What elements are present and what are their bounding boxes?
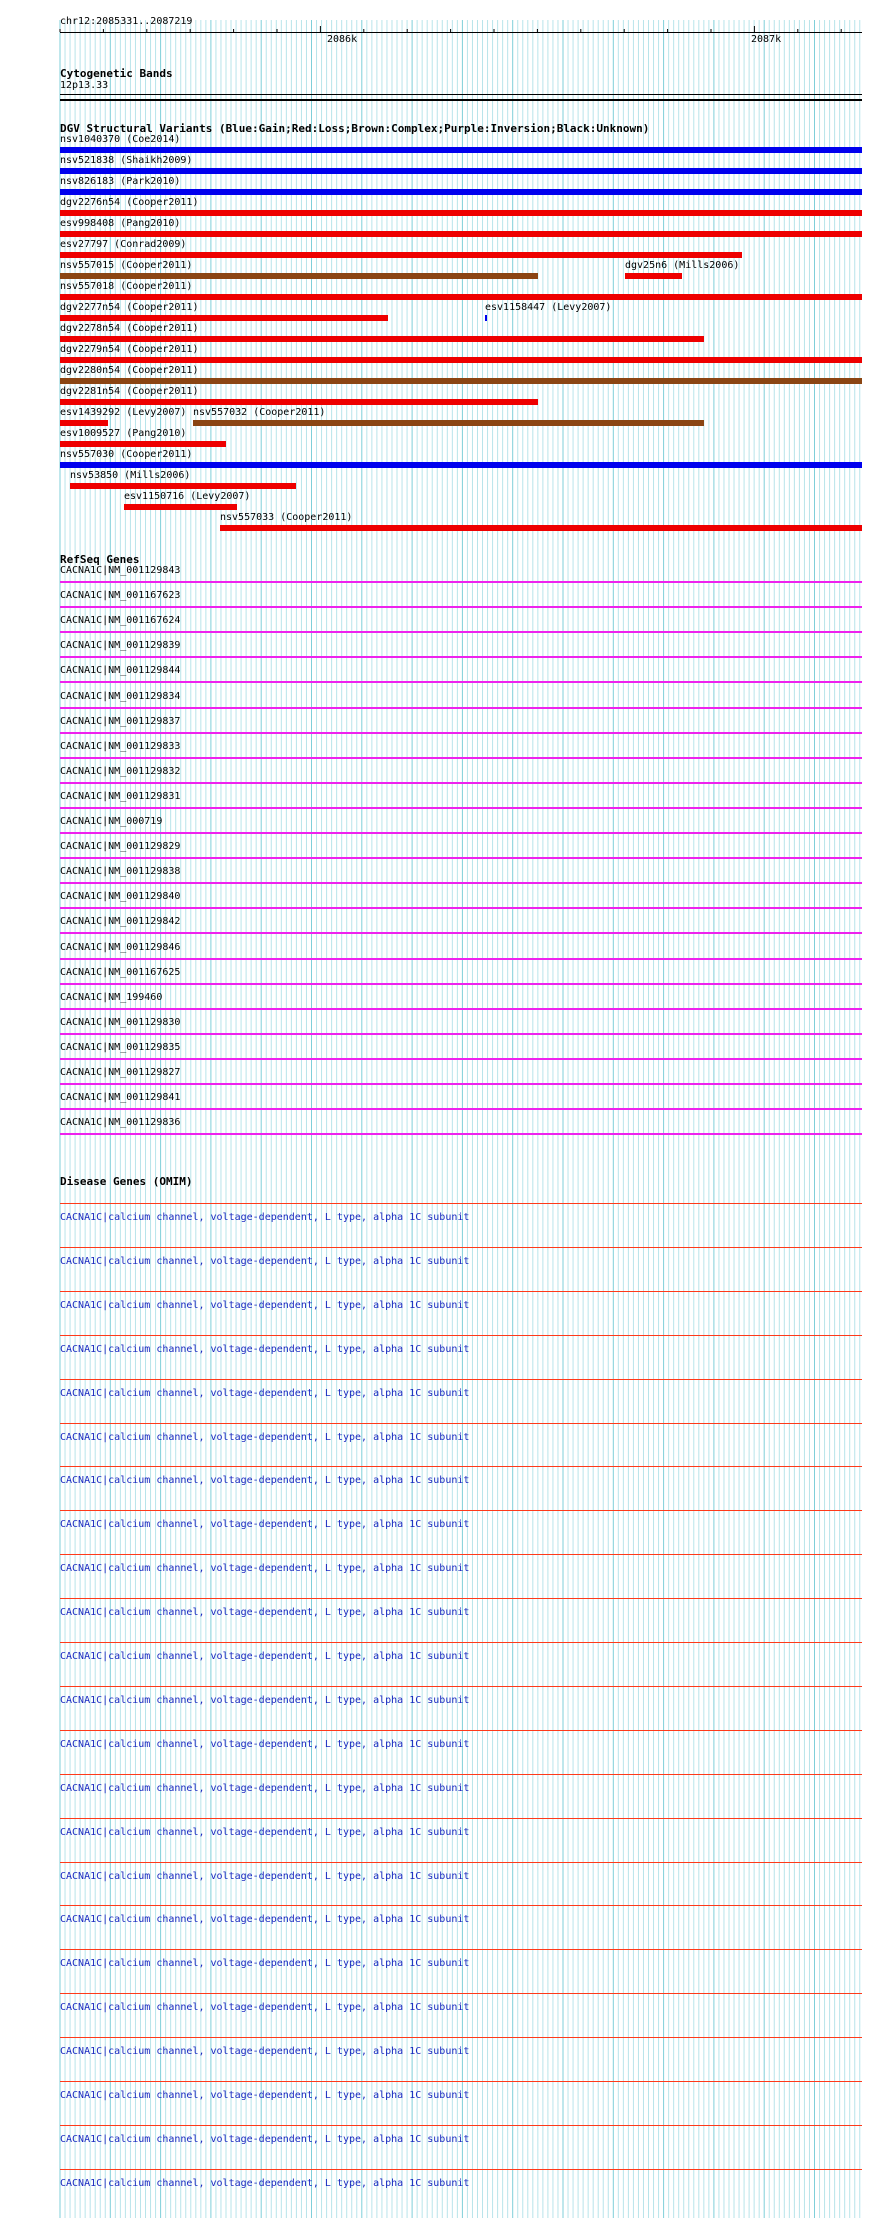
omim-gene-label[interactable]: CACNA1C|calcium channel, voltage-dependent, L type, alpha 1C subunit xyxy=(60,2046,470,2058)
refseq-gene-track[interactable] xyxy=(60,832,862,834)
dgv-variant-bar[interactable] xyxy=(60,441,226,447)
refseq-gene-track[interactable] xyxy=(60,656,862,658)
omim-gene-track[interactable] xyxy=(60,1642,862,1643)
dgv-title: DGV Structural Variants (Blue:Gain;Red:Loss;Brown:Complex;Purple:Inversion;Black:Unknown) xyxy=(60,122,650,135)
refseq-gene-label[interactable]: CACNA1C|NM_001129835 xyxy=(60,1041,181,1053)
omim-gene-track[interactable] xyxy=(60,1554,862,1555)
refseq-gene-track[interactable] xyxy=(60,757,862,759)
omim-gene-label[interactable]: CACNA1C|calcium channel, voltage-dependent, L type, alpha 1C subunit xyxy=(60,1958,470,1970)
dgv-variant-label[interactable]: dgv2280n54 (Cooper2011) xyxy=(60,365,199,376)
omim-gene-label[interactable]: CACNA1C|calcium channel, voltage-dependent, L type, alpha 1C subunit xyxy=(60,1299,470,1311)
omim-gene-track[interactable] xyxy=(60,1335,862,1336)
omim-gene-track[interactable] xyxy=(60,1993,862,1994)
refseq-gene-track[interactable] xyxy=(60,606,862,608)
omim-gene-label[interactable]: CACNA1C|calcium channel, voltage-dependent, L type, alpha 1C subunit xyxy=(60,1607,470,1619)
dgv-variant-label[interactable]: nsv557032 (Cooper2011) xyxy=(193,407,326,418)
cytoband-track xyxy=(60,94,862,95)
dgv-variant-bar[interactable] xyxy=(60,420,108,426)
refseq-gene-label[interactable]: CACNA1C|NM_001129842 xyxy=(60,916,181,928)
omim-gene-label[interactable]: CACNA1C|calcium channel, voltage-dependent, L type, alpha 1C subunit xyxy=(60,2090,470,2101)
dgv-variant-bar[interactable] xyxy=(220,525,862,531)
omim-gene-track[interactable] xyxy=(60,1598,862,1599)
refseq-gene-track[interactable] xyxy=(60,1058,862,1060)
omim-gene-track[interactable] xyxy=(60,1466,862,1467)
dgv-variant-label[interactable]: nsv557033 (Cooper2011) xyxy=(220,512,353,523)
refseq-gene-track[interactable] xyxy=(60,932,862,934)
dgv-variant-label[interactable]: nsv521838 (Shaikh2009) xyxy=(60,155,193,166)
dgv-variant-label[interactable]: esv1150716 (Levy2007) xyxy=(124,491,251,502)
dgv-variant-bar[interactable] xyxy=(124,504,237,510)
dgv-variant-label[interactable]: dgv25n6 (Mills2006) xyxy=(625,260,740,271)
omim-gene-label[interactable]: CACNA1C|calcium channel, voltage-dependent, L type, alpha 1C subunit xyxy=(60,1738,470,1750)
refseq-gene-track[interactable] xyxy=(60,958,862,960)
dgv-variant-label[interactable]: nsv1040370 (Coe2014) xyxy=(60,134,181,145)
dgv-variant-label[interactable]: nsv53850 (Mills2006) xyxy=(70,470,191,481)
dgv-variant-bar[interactable] xyxy=(60,294,862,300)
dgv-variant-bar[interactable] xyxy=(60,231,862,237)
refseq-gene-label[interactable]: CACNA1C|NM_001167624 xyxy=(60,615,181,627)
dgv-variant-bar[interactable] xyxy=(60,210,862,216)
omim-gene-track[interactable] xyxy=(60,1510,862,1511)
refseq-gene-track[interactable] xyxy=(60,857,862,859)
dgv-variant-bar[interactable] xyxy=(60,252,742,258)
omim-gene-track[interactable] xyxy=(60,1247,862,1248)
dgv-variant-label[interactable]: esv27797 (Conrad2009) xyxy=(60,239,187,250)
dgv-variant-bar[interactable] xyxy=(60,168,862,174)
omim-gene-label[interactable]: CACNA1C|calcium channel, voltage-dependent, L type, alpha 1C subunit xyxy=(60,1651,470,1662)
ruler-tick-label: 2086k xyxy=(327,34,358,45)
cytoband-title: Cytogenetic Bands xyxy=(60,67,173,80)
refseq-gene-track[interactable] xyxy=(60,782,862,784)
omim-gene-track[interactable] xyxy=(60,2037,862,2038)
omim-gene-track[interactable] xyxy=(60,1949,862,1950)
omim-gene-label[interactable]: CACNA1C|calcium channel, voltage-dependent, L type, alpha 1C subunit xyxy=(60,1782,470,1794)
position-label: chr12:2085331..2087219 xyxy=(60,16,193,27)
dgv-variant-bar[interactable] xyxy=(60,378,862,384)
omim-gene-label[interactable]: CACNA1C|calcium channel, voltage-dependent, L type, alpha 1C subunit xyxy=(60,1255,470,1267)
refseq-gene-label[interactable]: CACNA1C|NM_001129843 xyxy=(60,565,181,576)
dgv-variant-label[interactable]: esv1439292 (Levy2007) xyxy=(60,407,187,418)
dgv-variant-label[interactable]: esv998408 (Pang2010) xyxy=(60,218,181,229)
omim-gene-label[interactable]: CACNA1C|calcium channel, voltage-dependent, L type, alpha 1C subunit xyxy=(60,1563,470,1575)
dgv-variant-bar[interactable] xyxy=(60,273,538,279)
omim-gene-track[interactable] xyxy=(60,1862,862,1863)
dgv-variant-bar[interactable] xyxy=(625,273,682,279)
omim-gene-label[interactable]: CACNA1C|calcium channel, voltage-dependent, L type, alpha 1C subunit xyxy=(60,1431,470,1443)
omim-gene-track[interactable] xyxy=(60,2169,862,2170)
omim-gene-label[interactable]: CACNA1C|calcium channel, voltage-dependent, L type, alpha 1C subunit xyxy=(60,2002,470,2014)
refseq-gene-label[interactable]: CACNA1C|NM_001129832 xyxy=(60,765,181,777)
dgv-variant-label[interactable]: dgv2276n54 (Cooper2011) xyxy=(60,197,199,208)
refseq-gene-track[interactable] xyxy=(60,1033,862,1035)
ruler-tick-label: 2087k xyxy=(751,34,782,45)
omim-gene-track[interactable] xyxy=(60,1686,862,1687)
dgv-variant-bar[interactable] xyxy=(193,420,704,426)
omim-gene-label[interactable]: CACNA1C|calcium channel, voltage-dependent, L type, alpha 1C subunit xyxy=(60,2133,470,2145)
ruler-axis xyxy=(60,32,862,33)
dgv-variant-label[interactable]: nsv557030 (Cooper2011) xyxy=(60,449,193,460)
dgv-variant-label[interactable]: esv1158447 (Levy2007) xyxy=(485,302,612,313)
refseq-gene-track[interactable] xyxy=(60,1108,862,1110)
omim-gene-label[interactable]: CACNA1C|calcium channel, voltage-dependent, L type, alpha 1C subunit xyxy=(60,1914,470,1926)
cytoband-label: 12p13.33 xyxy=(60,80,109,91)
omim-gene-track[interactable] xyxy=(60,1379,862,1380)
cytoband-track-border xyxy=(60,99,862,101)
dgv-variant-bar[interactable] xyxy=(60,189,862,195)
omim-title: Disease Genes (OMIM) xyxy=(60,1175,193,1188)
omim-gene-label[interactable]: CACNA1C|calcium channel, voltage-dependent, L type, alpha 1C subunit xyxy=(60,1519,470,1531)
refseq-gene-track[interactable] xyxy=(60,1083,862,1085)
dgv-variant-label[interactable]: dgv2279n54 (Cooper2011) xyxy=(60,344,199,355)
dgv-variant-label[interactable]: nsv826183 (Park2010) xyxy=(60,176,181,187)
refseq-gene-track[interactable] xyxy=(60,1008,862,1010)
dgv-variant-bar[interactable] xyxy=(60,147,862,153)
refseq-gene-track[interactable] xyxy=(60,983,862,985)
dgv-variant-bar[interactable] xyxy=(60,357,862,363)
dgv-variant-bar[interactable] xyxy=(60,315,388,321)
refseq-gene-label[interactable]: CACNA1C|NM_001129837 xyxy=(60,715,181,727)
omim-gene-label[interactable]: CACNA1C|calcium channel, voltage-dependent, L type, alpha 1C subunit xyxy=(60,1475,470,1487)
refseq-gene-label[interactable]: CACNA1C|NM_001129827 xyxy=(60,1067,181,1078)
omim-gene-track[interactable] xyxy=(60,1730,862,1731)
refseq-gene-label[interactable]: CACNA1C|NM_001167625 xyxy=(60,966,181,978)
refseq-gene-track[interactable] xyxy=(60,631,862,633)
refseq-gene-label[interactable]: CACNA1C|NM_000719 xyxy=(60,816,163,827)
omim-gene-label[interactable]: CACNA1C|calcium channel, voltage-dependent, L type, alpha 1C subunit xyxy=(60,1343,470,1355)
refseq-gene-track[interactable] xyxy=(60,882,862,884)
refseq-gene-label[interactable]: CACNA1C|NM_001129838 xyxy=(60,866,181,878)
omim-gene-track[interactable] xyxy=(60,2125,862,2126)
refseq-gene-track[interactable] xyxy=(60,1133,862,1135)
refseq-gene-label[interactable]: CACNA1C|NM_001129833 xyxy=(60,740,181,752)
dgv-variant-bar[interactable] xyxy=(60,336,704,342)
refseq-gene-label[interactable]: CACNA1C|NM_001129831 xyxy=(60,790,181,802)
omim-gene-label[interactable]: CACNA1C|calcium channel, voltage-dependent, L type, alpha 1C subunit xyxy=(60,1870,470,1882)
omim-gene-track[interactable] xyxy=(60,2081,862,2082)
refseq-gene-track[interactable] xyxy=(60,732,862,734)
dgv-variant-bar[interactable] xyxy=(60,462,862,468)
dgv-variant-label[interactable]: esv1009527 (Pang2010) xyxy=(60,428,187,439)
dgv-variant-label[interactable]: dgv2281n54 (Cooper2011) xyxy=(60,386,199,397)
refseq-gene-label[interactable]: CACNA1C|NM_001129839 xyxy=(60,640,181,652)
omim-gene-track[interactable] xyxy=(60,1905,862,1906)
refseq-gene-label[interactable]: CACNA1C|NM_001129846 xyxy=(60,941,181,953)
omim-gene-track[interactable] xyxy=(60,1203,862,1204)
omim-gene-track[interactable] xyxy=(60,1291,862,1292)
refseq-gene-track[interactable] xyxy=(60,707,862,709)
omim-gene-label[interactable]: CACNA1C|calcium channel, voltage-dependent, L type, alpha 1C subunit xyxy=(60,2177,470,2189)
dgv-variant-label[interactable]: nsv557018 (Cooper2011) xyxy=(60,281,193,292)
refseq-gene-track[interactable] xyxy=(60,907,862,909)
dgv-variant-bar[interactable] xyxy=(60,399,538,405)
refseq-gene-track[interactable] xyxy=(60,581,862,583)
refseq-gene-label[interactable]: CACNA1C|NM_199460 xyxy=(60,991,163,1003)
omim-gene-label[interactable]: CACNA1C|calcium channel, voltage-dependent, L type, alpha 1C subunit xyxy=(60,1694,470,1706)
dgv-variant-bar[interactable] xyxy=(70,483,296,489)
omim-gene-label[interactable]: CACNA1C|calcium channel, voltage-dependent, L type, alpha 1C subunit xyxy=(60,1212,470,1223)
omim-gene-label[interactable]: CACNA1C|calcium channel, voltage-dependent, L type, alpha 1C subunit xyxy=(60,1387,470,1399)
omim-gene-label[interactable]: CACNA1C|calcium channel, voltage-dependent, L type, alpha 1C subunit xyxy=(60,1826,470,1838)
dgv-variant-label[interactable]: dgv2277n54 (Cooper2011) xyxy=(60,302,199,313)
omim-gene-track[interactable] xyxy=(60,1774,862,1775)
refseq-gene-label[interactable]: CACNA1C|NM_001129829 xyxy=(60,841,181,853)
refseq-gene-label[interactable]: CACNA1C|NM_001167623 xyxy=(60,590,181,602)
refseq-gene-label[interactable]: CACNA1C|NM_001129830 xyxy=(60,1016,181,1028)
refseq-gene-label[interactable]: CACNA1C|NM_001129844 xyxy=(60,665,181,677)
dgv-variant-label[interactable]: nsv557015 (Cooper2011) xyxy=(60,260,193,271)
refseq-gene-label[interactable]: CACNA1C|NM_001129836 xyxy=(60,1117,181,1129)
refseq-gene-track[interactable] xyxy=(60,807,862,809)
refseq-gene-track[interactable] xyxy=(60,681,862,683)
refseq-title: RefSeq Genes xyxy=(60,553,140,566)
omim-gene-track[interactable] xyxy=(60,1423,862,1424)
dgv-variant-bar[interactable] xyxy=(485,315,487,321)
refseq-gene-label[interactable]: CACNA1C|NM_001129834 xyxy=(60,690,181,702)
refseq-gene-label[interactable]: CACNA1C|NM_001129841 xyxy=(60,1092,181,1104)
dgv-variant-label[interactable]: dgv2278n54 (Cooper2011) xyxy=(60,323,199,334)
refseq-gene-label[interactable]: CACNA1C|NM_001129840 xyxy=(60,891,181,903)
omim-gene-track[interactable] xyxy=(60,1818,862,1819)
